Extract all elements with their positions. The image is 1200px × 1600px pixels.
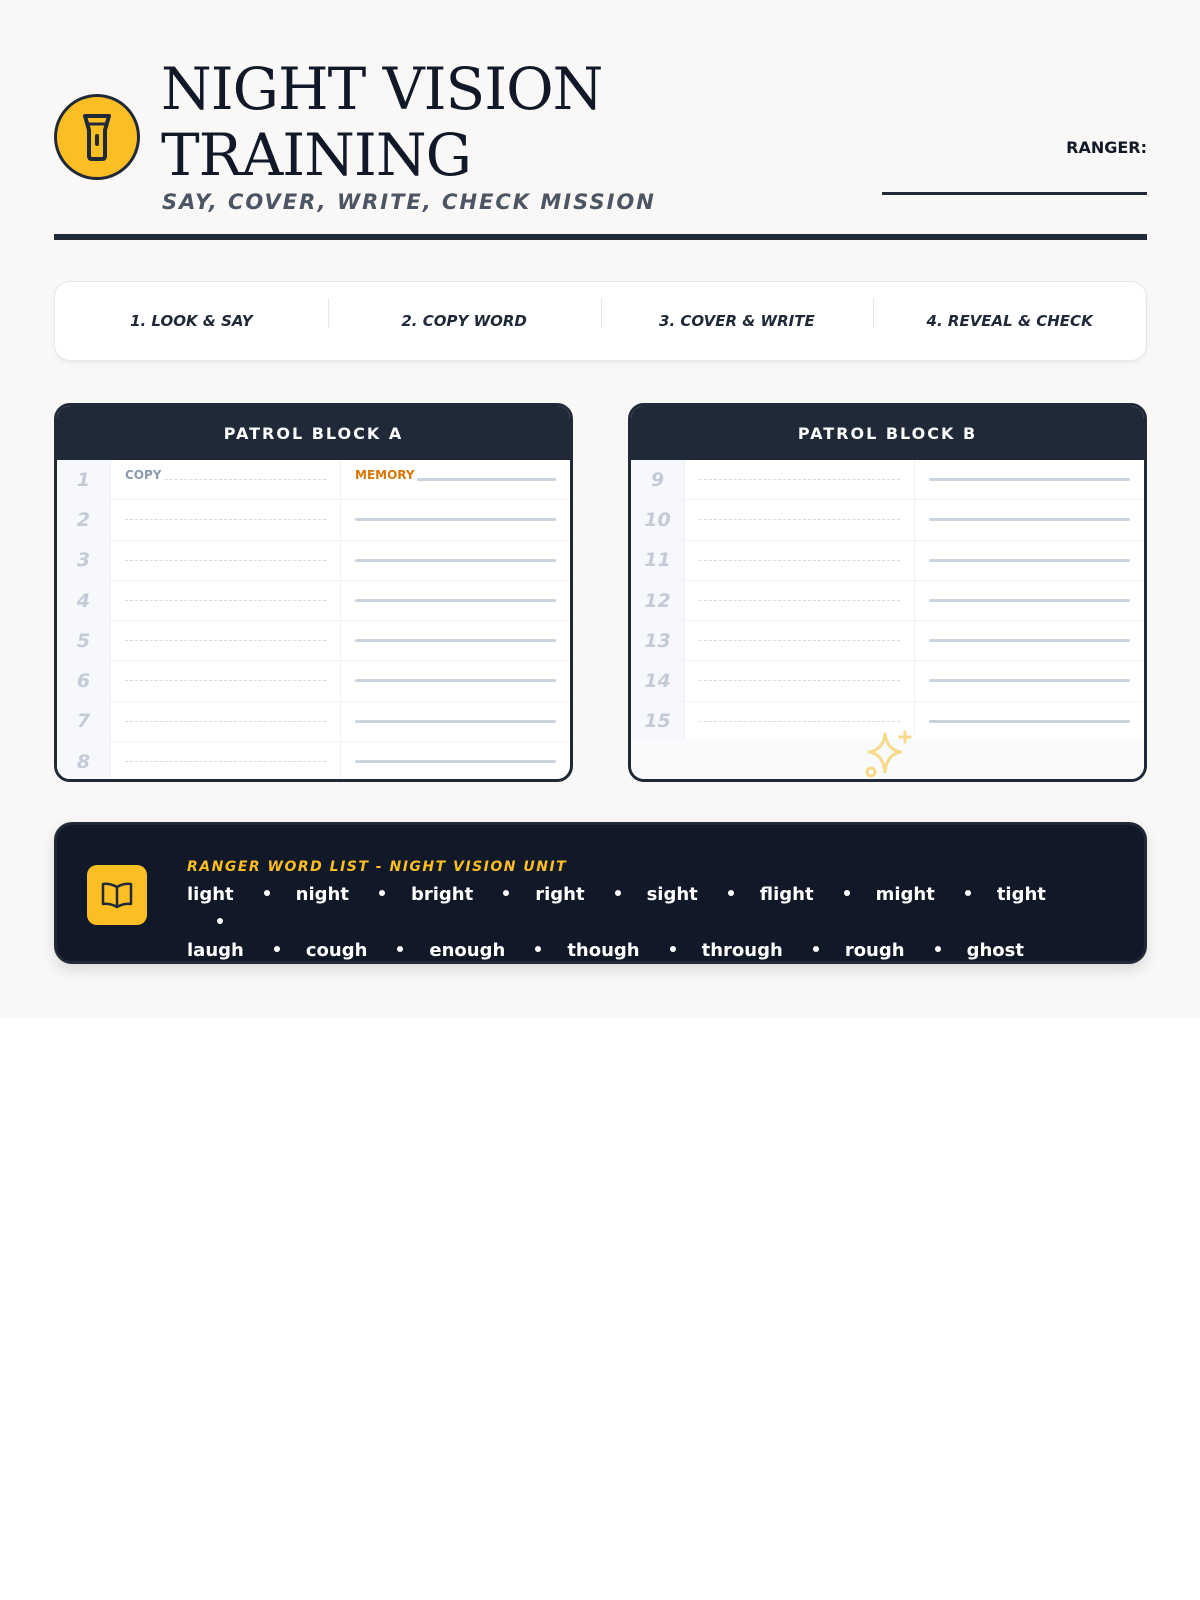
word-item: right (535, 884, 585, 905)
copy-guide-line (699, 721, 900, 722)
page-title: NIGHT VISION TRAINING (161, 55, 603, 189)
memory-field[interactable] (341, 460, 570, 499)
memory-guide-line (355, 679, 556, 682)
copy-guide-line (699, 600, 900, 601)
sparkle-icon (863, 728, 917, 782)
flashlight-icon (54, 94, 140, 180)
row-number: 8 (57, 742, 111, 781)
word-item: night (295, 884, 349, 905)
bullet-separator (217, 918, 223, 924)
row-number: 11 (631, 541, 685, 580)
bullet-separator (813, 946, 819, 952)
copy-guide-line (125, 640, 326, 641)
row-number: 14 (631, 661, 685, 700)
word-item: cough (305, 940, 368, 961)
word-list (187, 881, 1087, 965)
step-copy-word: 2. COPY WORD (328, 312, 601, 330)
row-number: 15 (631, 702, 685, 741)
step-look-say: 1. LOOK & SAY (130, 312, 253, 330)
word-item: might (875, 884, 935, 905)
memory-field[interactable] (915, 500, 1144, 539)
copy-guide-line (699, 479, 900, 480)
row-number: 1 (57, 460, 111, 499)
row-number: 2 (57, 500, 111, 539)
memory-guide-line (355, 599, 556, 602)
header (54, 52, 1147, 242)
word-item: enough (429, 940, 506, 961)
copy-field[interactable] (685, 541, 915, 580)
step-reveal-check: 4. REVEAL & CHECK (873, 312, 1146, 330)
memory-field[interactable] (341, 581, 570, 620)
copy-guide-line (125, 761, 326, 762)
row-number: 5 (57, 621, 111, 660)
copy-guide-line (699, 640, 900, 641)
worksheet-row (631, 500, 1144, 540)
memory-field[interactable] (915, 661, 1144, 700)
memory-guide-line (929, 599, 1130, 602)
copy-field[interactable] (111, 581, 341, 620)
row-number: 7 (57, 702, 111, 741)
memory-guide-line (929, 518, 1130, 521)
memory-field[interactable] (341, 500, 570, 539)
memory-field[interactable] (915, 541, 1144, 580)
row-number: 9 (631, 460, 685, 499)
word-list-title: RANGER WORD LIST - NIGHT VISION UNIT (187, 859, 568, 875)
memory-guide-line (929, 720, 1130, 723)
row-number: 6 (57, 661, 111, 700)
copy-field[interactable] (685, 661, 915, 700)
word-list-panel (54, 822, 1147, 964)
copy-guide-line (125, 680, 326, 681)
block-title: PATROL BLOCK A (57, 406, 570, 460)
memory-column-label: MEMORY (355, 468, 415, 482)
memory-guide-line (929, 478, 1130, 481)
copy-field[interactable] (111, 702, 341, 741)
worksheet-row (631, 581, 1144, 621)
page-subtitle: SAY, COVER, WRITE, CHECK MISSION (162, 190, 656, 214)
memory-guide-line (355, 639, 556, 642)
memory-guide-line (929, 679, 1130, 682)
memory-guide-line (929, 559, 1130, 562)
steps-bar (54, 281, 1147, 361)
row-number: 13 (631, 621, 685, 660)
copy-guide-line (125, 721, 326, 722)
word-item: light (187, 884, 234, 905)
patrol-block-a (54, 403, 573, 782)
memory-guide-line (355, 760, 556, 763)
copy-field[interactable] (111, 661, 341, 700)
worksheet-row (57, 460, 570, 500)
copy-field[interactable] (685, 460, 915, 499)
word-item: though (567, 940, 640, 961)
copy-field[interactable] (685, 621, 915, 660)
memory-guide-line (355, 518, 556, 521)
bullet-separator (728, 890, 734, 896)
bullet-separator (535, 946, 541, 952)
bullet-separator (264, 890, 270, 896)
memory-guide-line (355, 559, 556, 562)
row-number: 10 (631, 500, 685, 539)
worksheet-row (57, 661, 570, 701)
bullet-separator (670, 946, 676, 952)
worksheet-row (57, 581, 570, 621)
word-item: laugh (187, 940, 244, 961)
word-item: sight (646, 884, 698, 905)
copy-field[interactable] (685, 581, 915, 620)
copy-field[interactable] (111, 500, 341, 539)
word-item: flight (759, 884, 814, 905)
bullet-separator (965, 890, 971, 896)
worksheet-row (57, 621, 570, 661)
memory-guide-line (355, 720, 556, 723)
memory-field[interactable] (341, 541, 570, 580)
memory-field[interactable] (341, 661, 570, 700)
worksheet-row (631, 621, 1144, 661)
copy-guide-line (699, 560, 900, 561)
copy-guide-line (699, 680, 900, 681)
memory-field[interactable] (915, 460, 1144, 499)
memory-field[interactable] (341, 702, 570, 741)
header-divider (54, 234, 1147, 240)
bullet-separator (397, 946, 403, 952)
memory-field[interactable] (915, 621, 1144, 660)
worksheet-row (631, 661, 1144, 701)
worksheet-row (631, 460, 1144, 500)
bullet-separator (274, 946, 280, 952)
row-number: 3 (57, 541, 111, 580)
worksheet-row (57, 742, 570, 782)
memory-field[interactable] (915, 581, 1144, 620)
step-cover-write: 3. COVER & WRITE (601, 312, 874, 330)
copy-field[interactable] (111, 460, 341, 499)
copy-guide-line (125, 519, 326, 520)
word-item: rough (844, 940, 905, 961)
worksheet-row (631, 541, 1144, 581)
memory-field[interactable] (915, 702, 1144, 741)
copy-field[interactable] (685, 500, 915, 539)
word-item: bright (410, 884, 474, 905)
memory-field[interactable] (341, 742, 570, 781)
memory-guide-line (929, 639, 1130, 642)
copy-field[interactable] (111, 742, 341, 781)
ranger-label: RANGER: (1066, 138, 1147, 157)
copy-guide-line (125, 600, 326, 601)
bullet-separator (935, 946, 941, 952)
book-open-icon (87, 865, 147, 925)
word-item: tight (996, 884, 1046, 905)
copy-guide-line (125, 560, 326, 561)
copy-guide-line (699, 519, 900, 520)
worksheet-row (57, 702, 570, 742)
worksheet-row (57, 500, 570, 540)
word-item: ghost (966, 940, 1024, 961)
word-item: through (701, 940, 783, 961)
memory-field[interactable] (341, 621, 570, 660)
bullet-separator (379, 890, 385, 896)
ranger-name-field[interactable] (882, 192, 1147, 195)
patrol-block-b (628, 403, 1147, 782)
copy-field[interactable] (111, 621, 341, 660)
block-title: PATROL BLOCK B (631, 406, 1144, 460)
row-number: 12 (631, 581, 685, 620)
bullet-separator (503, 890, 509, 896)
bullet-separator (844, 890, 850, 896)
row-number: 4 (57, 581, 111, 620)
worksheet-row (57, 541, 570, 581)
copy-column-label: COPY (125, 468, 162, 482)
copy-field[interactable] (111, 541, 341, 580)
bullet-separator (615, 890, 621, 896)
